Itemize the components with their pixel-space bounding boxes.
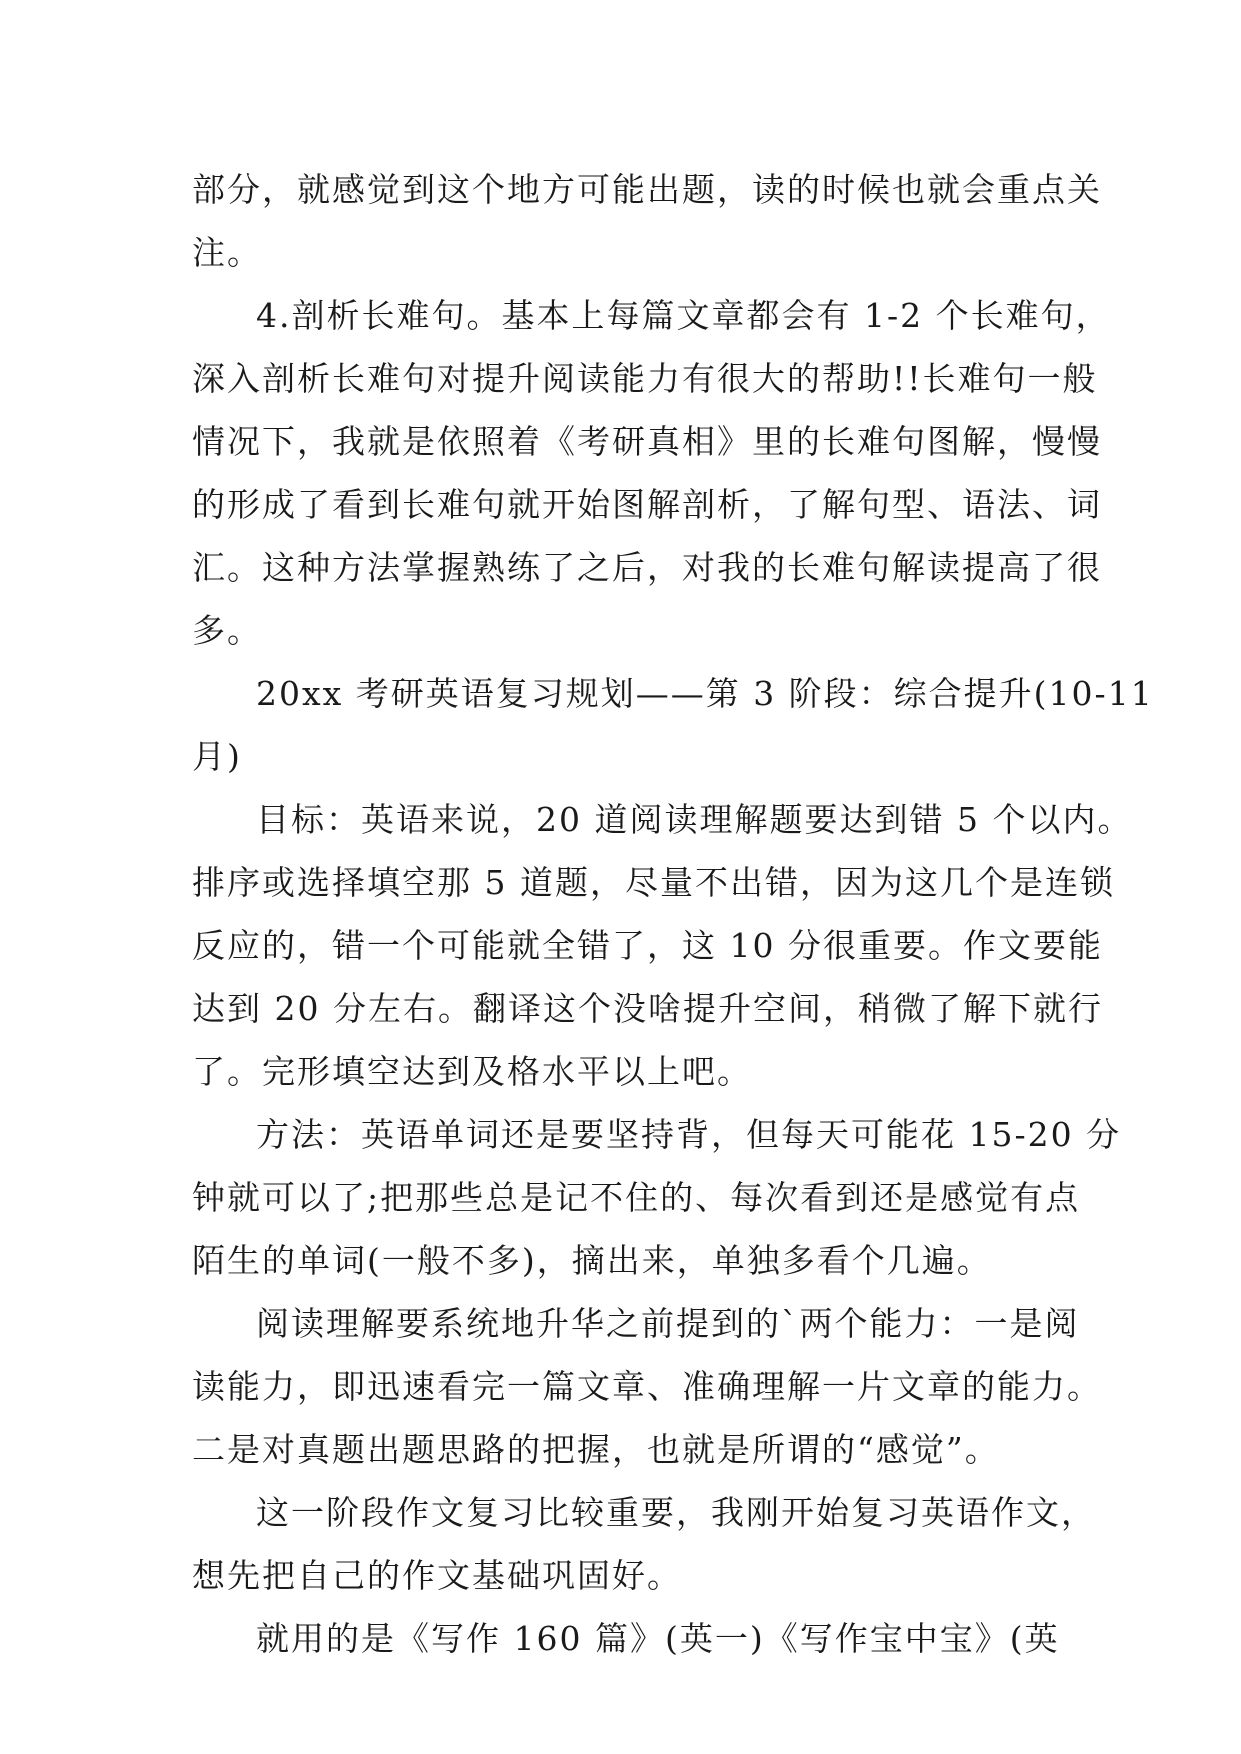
text-line: 月) — [192, 737, 242, 776]
body-text — [192, 158, 1154, 1670]
text-line: 方法：英语单词还是要坚持背，但每天可能花 15-20 分 — [256, 1115, 1122, 1154]
text-line: 多。 — [192, 611, 262, 650]
text-line: 20xx 考研英语复习规划——第 3 阶段：综合提升(10-11 — [256, 674, 1154, 713]
text-line: 排序或选择填空那 5 道题，尽量不出错，因为这几个是连锁 — [192, 863, 1115, 902]
text-line: 想先把自己的作文基础巩固好。 — [192, 1556, 682, 1595]
text-line: 陌生的单词(一般不多)，摘出来，单独多看个几遍。 — [192, 1241, 992, 1280]
text-line: 二是对真题出题思路的把握，也就是所谓的“感觉”。 — [192, 1430, 1000, 1469]
text-line: 的形成了看到长难句就开始图解剖析，了解句型、语法、词 — [192, 485, 1102, 524]
text-line: 部分，就感觉到这个地方可能出题，读的时候也就会重点关 — [192, 170, 1102, 209]
text-line: 读能力，即迅速看完一篇文章、准确理解一片文章的能力。 — [192, 1367, 1102, 1406]
text-line: 目标：英语来说，20 道阅读理解题要达到错 5 个以内。 — [256, 800, 1133, 839]
text-line: 这一阶段作文复习比较重要，我刚开始复习英语作文， — [256, 1493, 1096, 1532]
text-line: 注。 — [192, 233, 262, 272]
text-line: 反应的，错一个可能就全错了，这 10 分很重要。作文要能 — [192, 926, 1103, 965]
text-line: 深入剖析长难句对提升阅读能力有很大的帮助!!长难句一般 — [192, 359, 1098, 398]
text-line: 了。完形填空达到及格水平以上吧。 — [192, 1052, 752, 1091]
text-line: 情况下，我就是依照着《考研真相》里的长难句图解，慢慢 — [192, 422, 1102, 461]
text-line: 达到 20 分左右。翻译这个没啥提升空间，稍微了解下就行 — [192, 989, 1103, 1028]
text-line: 钟就可以了;把那些总是记不住的、每次看到还是感觉有点 — [192, 1178, 1081, 1217]
text-line: 4.剖析长难句。基本上每篇文章都会有 1-2 个长难句， — [256, 296, 1111, 335]
text-line: 就用的是《写作 160 篇》(英一)《写作宝中宝》(英 — [256, 1619, 1060, 1658]
text-line: 阅读理解要系统地升华之前提到的`两个能力：一是阅 — [256, 1304, 1080, 1343]
text-line: 汇。这种方法掌握熟练了之后，对我的长难句解读提高了很 — [192, 548, 1102, 587]
